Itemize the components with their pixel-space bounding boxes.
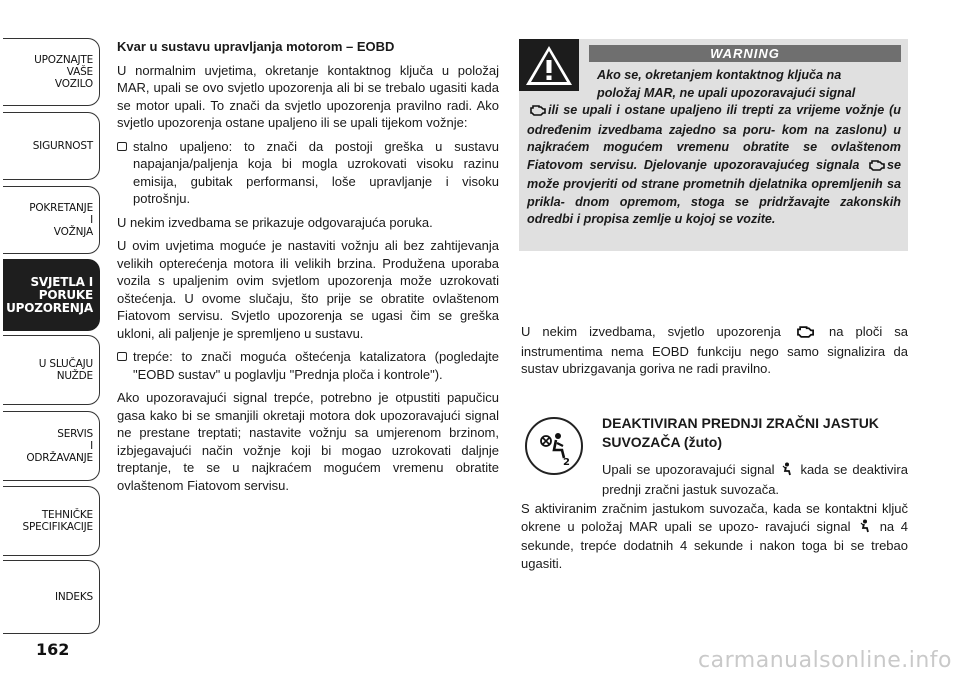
svg-text:2: 2 [563, 457, 570, 468]
chapter-tab-label: POKRETANJE [29, 202, 93, 214]
text-part: U nekim izvedbama, svjetlo upozorenja [521, 324, 781, 339]
chapter-tab-1[interactable] [3, 38, 100, 106]
chapter-tab-2[interactable] [3, 112, 100, 180]
chapter-tab-label: TEHNIČKE [41, 509, 93, 521]
chapter-tab-label: NUŽDE [56, 370, 93, 382]
chapter-tab-label: I [90, 440, 93, 452]
airbag-off-icon [859, 519, 871, 538]
paragraph: U ovim uvjetima moguće je nastaviti vožnju ali bez zahtijevanja velikih opterećenja motora ili velikih brzina. Produžena uporaba vozila s upaljenim ovim svjetlom upozorenja može uzrokovati oštećenja. U ovome slučaju, što prije se obratite ovlaštenom Fiatovom servisu. Svjetlo upozorenja se ugasi čim se greška ukloni, ali paljenje je spremljeno u sustavu. [117, 238, 499, 341]
chapter-tab-5[interactable] [3, 335, 100, 405]
engine-warning-icon [795, 325, 815, 343]
warning-text-part: se može provjeriti od strane prometnih djelatnika opremljenih sa prikla- dnom opremom, stoga se pridržavajte zakonskih odredbi i propisa zemlje u kojoj se vozite. [527, 157, 902, 226]
chapter-tab-label: PORUKE [38, 287, 93, 302]
warning-title: WARNING [589, 45, 901, 62]
airbag-text-2 [521, 500, 908, 578]
chapter-tab-label: UPOZORENJA [6, 300, 93, 315]
bullet-box-icon [117, 142, 127, 151]
chapter-tab-label: U SLUČAJU [38, 358, 93, 370]
text-part: kada se deaktivira prednji zračni jastuk suvozača. [602, 462, 908, 497]
chapter-tab-8[interactable] [3, 560, 100, 634]
text-part: Upali se upozoravajući signal [602, 462, 775, 477]
engine-warning-icon [529, 104, 546, 122]
paragraph [602, 461, 908, 498]
paragraph: U nekim izvedbama se prikazuje odgovarajuća poruka. [117, 214, 433, 230]
chapter-tab-label: ODRŽAVANJE [26, 452, 93, 464]
paragraph: U normalnim uvjetima, okretanje kontaktnog ključa u položaj MAR, upali se ovo svjetlo upozorenja ali bi se trebalo ugasiti kada se motor upali. To znači da svjetlo upozorenja pravilno radi. Ako svjetlo upozorenja ostane upaljeno ili se upali tijekom vožnje: [117, 62, 499, 130]
chapter-tab-label: SIGURNOST [32, 140, 93, 152]
left-column [117, 38, 499, 500]
chapter-tab-3[interactable] [3, 186, 100, 254]
chapter-tab-label: SVJETLA I [30, 274, 93, 289]
chapter-tab-label: SPECIFIKACIJE [22, 521, 93, 533]
text-part: na 4 sekunde, trepće dodatnih 4 sekunde i nakon toga bi se trebao ugasiti. [521, 518, 908, 571]
section-heading-airbag: DEAKTIVIRAN PREDNJI ZRAČNI JASTUK SUVOZAČA (žuto) [602, 415, 879, 450]
paragraph [521, 500, 908, 572]
bullet-box-icon [117, 352, 127, 361]
chapter-tab-label: VAŠE [66, 66, 93, 78]
airbag-off-icon [781, 462, 793, 481]
right-column-eobd [521, 323, 908, 384]
airbag-text-1 [602, 461, 908, 504]
watermark: carmanualsonline.info [698, 648, 952, 673]
list-item-text: trepće: to znači moguća oštećenja katalizatora (pogledajte "EOBD sustav" u poglavlju "Prednja ploča i kontrole"). [133, 349, 499, 382]
chapter-tab-label: INDEKS [54, 591, 93, 603]
chapter-tab-label: UPOZNAJTE [34, 54, 93, 66]
airbag-off-icon [525, 417, 583, 475]
list-item-text: stalno upaljeno: to znači da postoji greška u sustavu napajanja/paljenja koja bi mogla uzrokovati visoku razinu emisija, gubitak performansi, loše upravljanje i visoku potrošnju. [133, 138, 499, 206]
chapter-tab-4[interactable] [3, 259, 100, 331]
paragraph: Ako upozoravajući signal trepće, potrebno je otpustiti papučicu gasa kako bi se smanjili okretaji motora dok upozoravajući signal ne prestane treptati; nastavite vožnju sa umjerenom brzinom, izbjegavajući način vožnje koji bi mogao uzrokovati daljnje treptanje, te se u najkraćem mogućem vremenu obratite ovlaštenom Fiatovom servisu. [117, 390, 499, 493]
warning-line: položaj MAR, ne upali upozoravajući signal [597, 85, 856, 100]
chapter-tab-label: VOŽNJA [53, 226, 93, 238]
list-item [117, 138, 499, 208]
paragraph [521, 323, 908, 378]
chapter-tab-label: I [90, 214, 93, 226]
text-part: na ploči sa instrumentima nema EOBD funkciju nego samo signalizira da sustav ubrizgavanja goriva ne radi pravilno. [521, 324, 908, 376]
chapter-tab-6[interactable] [3, 411, 100, 481]
chapter-tab-label: SERVIS [57, 428, 93, 440]
chapter-tab-7[interactable] [3, 486, 100, 556]
warning-text [527, 67, 901, 229]
warning-box [519, 39, 908, 251]
page-number: 162 [36, 640, 70, 659]
list-item [117, 348, 499, 383]
chapter-tab-label: VOZILO [54, 78, 93, 90]
section-heading-eobd: Kvar u sustavu upravljanja motorom – EOBD [117, 39, 395, 54]
warning-text-part: ili se upali i ostane upaljeno ili trepti za vrijeme vožnje (u određenim izvedbama zajedno sa poru- kom na zaslonu) u najkraćem mogućem vremenu obratite se ovlaštenom Fiatovom servisu. Djelovanje upozoravajućeg signala [527, 103, 901, 172]
text-part: S aktiviranim zračnim jastukom suvozača, kada se kontaktni ključ okrene u položaj MAR upali se upozo- ravajući signal [521, 501, 908, 534]
engine-warning-icon [868, 159, 885, 177]
warning-line: Ako se, okretanjem kontaktnog ključa na [597, 68, 842, 82]
